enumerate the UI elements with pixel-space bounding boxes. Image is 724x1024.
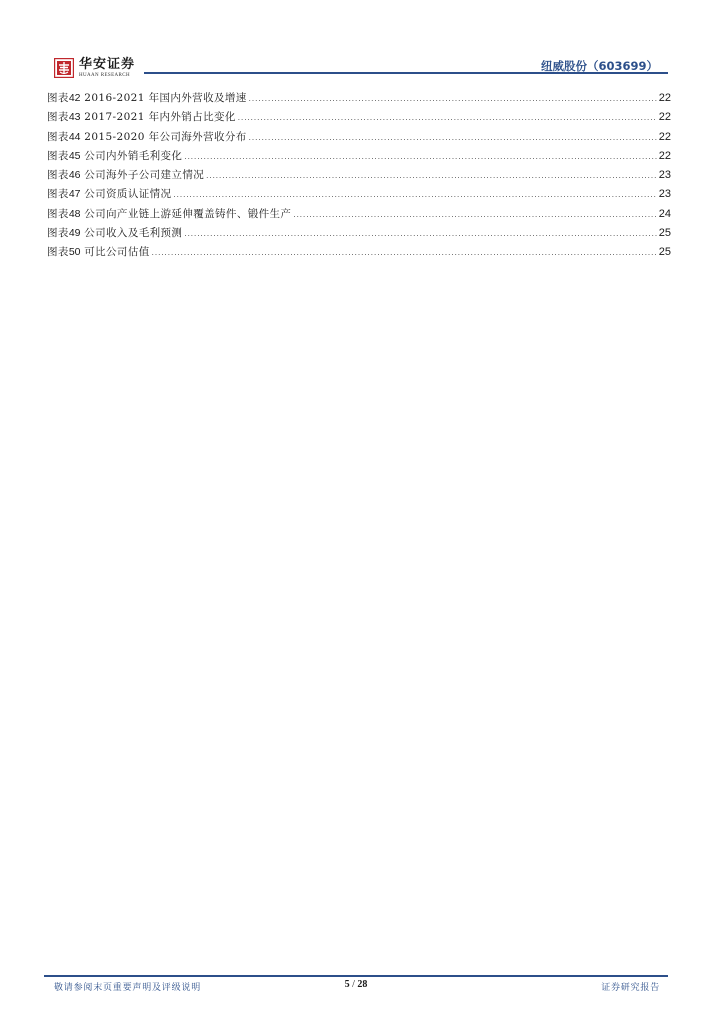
toc-entry-page: 22 [658, 92, 671, 104]
toc-entry-prefix: 图表 [47, 246, 69, 259]
toc-entry-title [47, 224, 182, 243]
company-logo [54, 58, 135, 79]
toc-entry-number: 43 [68, 111, 81, 124]
toc-entry-prefix: 图表 [47, 188, 69, 201]
toc-dot-leader [206, 166, 657, 185]
toc-entry-title [47, 243, 150, 262]
toc-dot-leader [238, 108, 657, 127]
toc-entry-label: 公司内外销毛利变化 [80, 149, 183, 162]
toc-entry-number: 42 [68, 92, 81, 104]
toc-dot-leader [184, 224, 656, 243]
toc-dot-leader [184, 147, 656, 166]
toc-entry-title [47, 205, 291, 224]
toc-dot-leader [173, 185, 656, 204]
disclaimer-note: 敬请参阅末页重要声明及评级说明 [54, 983, 202, 993]
toc-entry-page: 23 [658, 169, 671, 182]
toc-entry-prefix: 图表 [47, 207, 69, 220]
toc-entry[interactable] [47, 185, 671, 204]
toc-entry-page: 25 [658, 246, 671, 259]
toc-entry[interactable] [47, 224, 671, 243]
huaan-logo-icon [54, 58, 74, 78]
toc-dot-leader [249, 89, 657, 108]
page-separator: / [349, 979, 358, 990]
toc-entry-number: 49 [68, 227, 81, 240]
page-current: 5 [344, 979, 350, 990]
toc-entry-title [47, 128, 247, 147]
toc-entry-label: 公司海外子公司建立情况 [80, 169, 205, 182]
toc-entry-label: 公司收入及毛利预测 [80, 227, 183, 240]
toc-entry-number: 46 [68, 169, 81, 182]
toc-entry-label: 公司向产业链上游延伸覆盖铸件、锻件生产 [80, 207, 292, 220]
logo-chinese-name: 华安证券 [79, 57, 136, 72]
toc-entry-label: 2017-2021 年内外销占比变化 [80, 111, 236, 124]
toc-entry[interactable] [47, 89, 671, 108]
toc-entry-prefix: 图表 [47, 92, 69, 104]
table-of-figures [47, 89, 671, 263]
report-type: 证券研究报告 [601, 983, 660, 993]
toc-entry[interactable] [47, 166, 671, 185]
toc-entry[interactable] [47, 205, 671, 224]
page-footer [44, 975, 668, 995]
company-stock-title: 纽威股份（603699） [540, 59, 658, 73]
toc-entry-title [47, 185, 171, 204]
toc-entry-prefix: 图表 [47, 130, 69, 143]
toc-entry-number: 50 [68, 246, 81, 259]
toc-entry-number: 48 [68, 207, 81, 220]
toc-entry-label: 可比公司估值 [80, 246, 150, 259]
toc-entry-prefix: 图表 [47, 227, 69, 240]
toc-entry-page: 22 [658, 149, 671, 162]
logo-english-name: HUAAN RESEARCH [79, 73, 131, 78]
toc-entry[interactable] [47, 108, 671, 127]
toc-entry-title [47, 166, 204, 185]
page-header [44, 56, 668, 80]
footer-divider [44, 975, 668, 977]
toc-entry-label: 公司资质认证情况 [80, 188, 172, 201]
toc-entry-label: 2015-2020 年公司海外营收分布 [80, 130, 247, 143]
toc-entry-title [47, 147, 182, 166]
toc-entry-page: 25 [658, 227, 671, 240]
toc-entry-label: 2016-2021 年国内外营收及增速 [80, 92, 247, 104]
toc-entry-prefix: 图表 [47, 149, 69, 162]
toc-entry-page: 22 [658, 130, 671, 143]
toc-entry-page: 23 [658, 188, 671, 201]
toc-entry-number: 45 [68, 149, 81, 162]
toc-entry-page: 24 [658, 207, 671, 220]
toc-entry-prefix: 图表 [47, 169, 69, 182]
toc-dot-leader [293, 205, 656, 224]
page-total: 28 [357, 979, 368, 990]
toc-entry-number: 44 [68, 130, 81, 143]
toc-dot-leader [249, 128, 657, 147]
toc-entry-number: 47 [68, 188, 81, 201]
toc-entry[interactable] [47, 243, 671, 262]
toc-entry-page: 22 [658, 111, 671, 124]
toc-entry-prefix: 图表 [47, 111, 69, 124]
toc-entry[interactable] [47, 128, 671, 147]
toc-dot-leader [152, 243, 657, 262]
toc-entry-title [47, 89, 247, 108]
toc-entry-title [47, 108, 236, 127]
toc-entry[interactable] [47, 147, 671, 166]
page-number [44, 979, 668, 990]
